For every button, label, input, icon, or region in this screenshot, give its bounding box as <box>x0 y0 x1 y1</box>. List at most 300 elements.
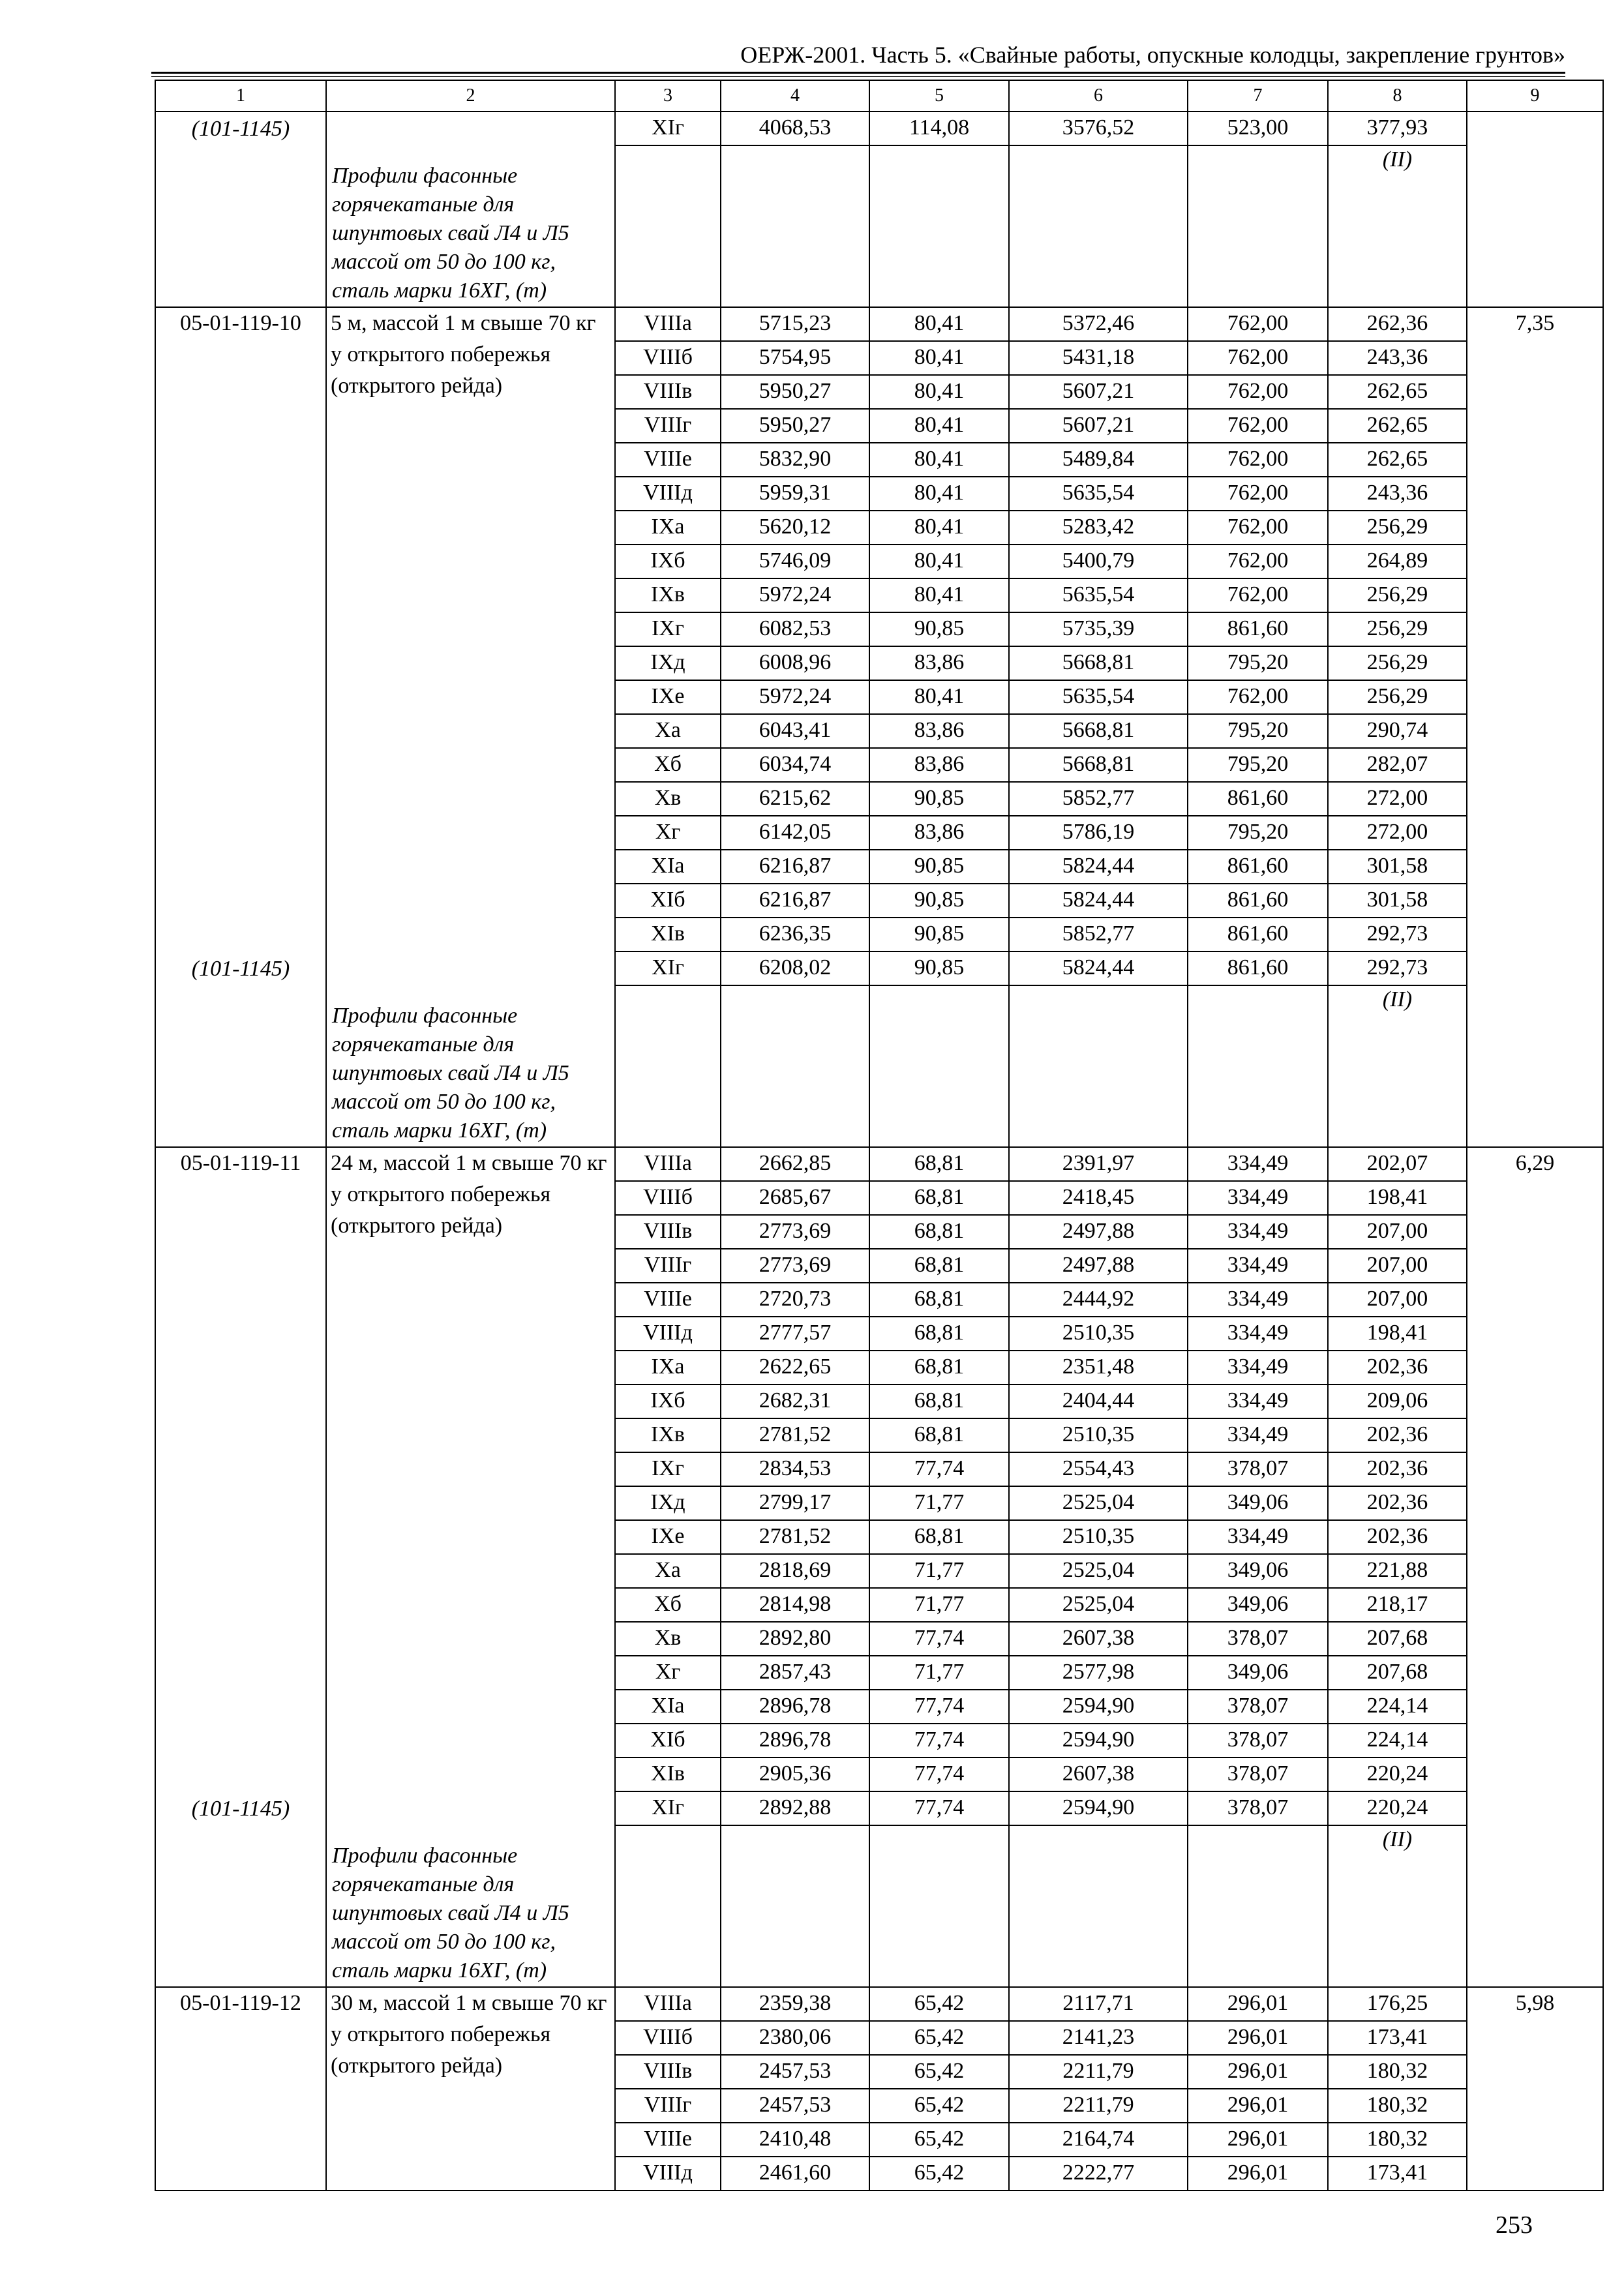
rate-value-col4: 2685,67 <box>721 1181 869 1215</box>
rate-value-col4: 2892,80 <box>721 1622 869 1656</box>
rate-value-col8: 243,36 <box>1328 477 1467 511</box>
rate-value-col4: 2892,88 <box>721 1791 869 1825</box>
rate-value-col4: 2818,69 <box>721 1554 869 1588</box>
rates-table-body <box>155 80 1603 2191</box>
note-spacer <box>721 145 869 307</box>
column-number-9: 9 <box>1467 80 1603 112</box>
rate-value-col4: 5972,24 <box>721 578 869 612</box>
rate-value-col6: 5400,79 <box>1009 545 1188 578</box>
rate-value-col7: 762,00 <box>1188 443 1328 477</box>
resource-code: (101-1145) <box>191 1797 290 1821</box>
rate-value-col5: 77,74 <box>869 1758 1009 1791</box>
rate-value-col5: 90,85 <box>869 850 1009 884</box>
rate-class: VIIIд <box>615 2157 721 2191</box>
rate-value-col5: 65,42 <box>869 2123 1009 2157</box>
rate-value-col7: 762,00 <box>1188 545 1328 578</box>
rate-value-col4: 2457,53 <box>721 2055 869 2089</box>
rate-value-col4: 2777,57 <box>721 1317 869 1351</box>
rate-value-col5: 80,41 <box>869 375 1009 409</box>
rate-value-col6: 2164,74 <box>1009 2123 1188 2157</box>
rate-value-col7: 378,07 <box>1188 1622 1328 1656</box>
rate-value-col6: 5635,54 <box>1009 578 1188 612</box>
rate-value-col5: 77,74 <box>869 1791 1009 1825</box>
note-spacer <box>1188 985 1328 1147</box>
rate-value-col6: 5635,54 <box>1009 477 1188 511</box>
rate-value-col4: 6142,05 <box>721 816 869 850</box>
rate-value-col8: 262,65 <box>1328 375 1467 409</box>
rate-value-col4: 6216,87 <box>721 850 869 884</box>
note-mark: (II) <box>1328 985 1467 1147</box>
rate-value-col6: 2391,97 <box>1009 1147 1188 1181</box>
column-number-1: 1 <box>155 80 326 112</box>
rate-value-col4: 2799,17 <box>721 1486 869 1520</box>
rate-value-col6: 2525,04 <box>1009 1554 1188 1588</box>
rate-value-col6: 2525,04 <box>1009 1486 1188 1520</box>
rate-class: VIIIа <box>615 1147 721 1181</box>
rate-value-col4: 2380,06 <box>721 2021 869 2055</box>
rate-value-col4: 2662,85 <box>721 1147 869 1181</box>
rate-value-col8: 272,00 <box>1328 816 1467 850</box>
rate-value-col4: 2457,53 <box>721 2089 869 2123</box>
rate-class: IXд <box>615 646 721 680</box>
rate-value-col5: 90,85 <box>869 612 1009 646</box>
rate-value-col5: 71,77 <box>869 1486 1009 1520</box>
rate-value-col8: 207,00 <box>1328 1215 1467 1249</box>
rate-class: IXд <box>615 1486 721 1520</box>
rate-value-col8: 202,36 <box>1328 1418 1467 1452</box>
rate-value-col6: 5668,81 <box>1009 714 1188 748</box>
rate-class: IXв <box>615 1418 721 1452</box>
rate-value-col6: 2418,45 <box>1009 1181 1188 1215</box>
rate-class: Xа <box>615 1554 721 1588</box>
note-spacer <box>615 145 721 307</box>
rate-value-col8: 377,93 <box>1328 112 1467 145</box>
rate-class: Xв <box>615 782 721 816</box>
note-spacer <box>869 1825 1009 1987</box>
rate-class: Xг <box>615 1656 721 1690</box>
rate-class: IXе <box>615 680 721 714</box>
rate-value-col6: 5283,42 <box>1009 511 1188 545</box>
note-spacer <box>721 1825 869 1987</box>
rate-value-col7: 334,49 <box>1188 1520 1328 1554</box>
rate-value-col5: 77,74 <box>869 1724 1009 1758</box>
rate-class: IXе <box>615 1520 721 1554</box>
rate-class: VIIIг <box>615 2089 721 2123</box>
rate-value-col7: 378,07 <box>1188 1690 1328 1724</box>
rate-value-col6: 2594,90 <box>1009 1791 1188 1825</box>
rate-value-col5: 68,81 <box>869 1215 1009 1249</box>
rate-value-col7: 334,49 <box>1188 1317 1328 1351</box>
rate-value-col7: 762,00 <box>1188 578 1328 612</box>
rate-value-col5: 65,42 <box>869 2089 1009 2123</box>
rate-value-col7: 378,07 <box>1188 1452 1328 1486</box>
rate-value-col5: 77,74 <box>869 1622 1009 1656</box>
rate-value-col4: 5746,09 <box>721 545 869 578</box>
rate-value-col6: 2404,44 <box>1009 1384 1188 1418</box>
rate-value-col8: 180,32 <box>1328 2123 1467 2157</box>
rate-class: IXб <box>615 545 721 578</box>
rate-value-col7: 795,20 <box>1188 816 1328 850</box>
rate-class: VIIIа <box>615 1987 721 2021</box>
position-description: 30 м, массой 1 м свыше 70 кг у открытого побережья (открытого рейда) <box>326 1987 615 2191</box>
rate-class: VIIIе <box>615 443 721 477</box>
rate-value-col7: 861,60 <box>1188 850 1328 884</box>
rate-value-col7: 296,01 <box>1188 2157 1328 2191</box>
rate-class: IXв <box>615 578 721 612</box>
rate-value-col6: 2510,35 <box>1009 1520 1188 1554</box>
rate-value-col5: 80,41 <box>869 545 1009 578</box>
rate-value-col5: 80,41 <box>869 341 1009 375</box>
rate-value-col4: 2814,98 <box>721 1588 869 1622</box>
rate-value-col8: 202,07 <box>1328 1147 1467 1181</box>
rate-value-col8: 202,36 <box>1328 1452 1467 1486</box>
rate-value-col4: 5950,27 <box>721 409 869 443</box>
rate-value-col8: 207,68 <box>1328 1622 1467 1656</box>
rate-value-col5: 83,86 <box>869 816 1009 850</box>
note-spacer <box>615 985 721 1147</box>
rate-value-col7: 334,49 <box>1188 1215 1328 1249</box>
rate-value-col7: 296,01 <box>1188 2089 1328 2123</box>
note-spacer <box>1009 985 1188 1147</box>
rate-value-col5: 68,81 <box>869 1520 1009 1554</box>
rate-value-col8: 301,58 <box>1328 850 1467 884</box>
rate-value-col8: 282,07 <box>1328 748 1467 782</box>
column-number-7: 7 <box>1188 80 1328 112</box>
position-description-text: 5 м, массой 1 м свыше 70 кг у открытого побережья (открытого рейда) <box>331 311 596 398</box>
rate-class: Xб <box>615 748 721 782</box>
rate-value-col6: 2497,88 <box>1009 1215 1188 1249</box>
rate-value-col8: 262,36 <box>1328 307 1467 341</box>
labor-value: 7,35 <box>1467 307 1603 1147</box>
rate-class: XIг <box>615 1791 721 1825</box>
rates-table <box>155 80 1604 2191</box>
resource-code: (101-1145) <box>191 117 290 141</box>
rate-value-col5: 80,41 <box>869 511 1009 545</box>
rate-value-col6: 5635,54 <box>1009 680 1188 714</box>
rate-value-col4: 2410,48 <box>721 2123 869 2157</box>
position-code: 05-01-119-12 <box>155 1987 326 2191</box>
rate-value-col4: 2896,78 <box>721 1690 869 1724</box>
rate-value-col4: 2773,69 <box>721 1249 869 1283</box>
rate-value-col4: 6043,41 <box>721 714 869 748</box>
rate-value-col8: 198,41 <box>1328 1317 1467 1351</box>
rate-value-col6: 2577,98 <box>1009 1656 1188 1690</box>
header-rule <box>151 72 1565 74</box>
rate-value-col4: 2720,73 <box>721 1283 869 1317</box>
rate-value-col5: 80,41 <box>869 578 1009 612</box>
rate-value-col8: 207,00 <box>1328 1283 1467 1317</box>
note-spacer <box>615 1825 721 1987</box>
rate-value-col7: 861,60 <box>1188 918 1328 951</box>
rate-value-col4: 6034,74 <box>721 748 869 782</box>
rate-value-col7: 861,60 <box>1188 612 1328 646</box>
rate-value-col6: 2141,23 <box>1009 2021 1188 2055</box>
rate-value-col7: 334,49 <box>1188 1147 1328 1181</box>
rate-class: XIг <box>615 112 721 145</box>
rate-value-col7: 334,49 <box>1188 1283 1328 1317</box>
note-spacer <box>1188 145 1328 307</box>
rate-value-col6: 2510,35 <box>1009 1418 1188 1452</box>
rate-value-col7: 378,07 <box>1188 1758 1328 1791</box>
rate-value-col6: 2594,90 <box>1009 1724 1188 1758</box>
rate-value-col5: 80,41 <box>869 680 1009 714</box>
rate-class: VIIIе <box>615 1283 721 1317</box>
column-number-5: 5 <box>869 80 1009 112</box>
rate-value-col7: 296,01 <box>1188 2123 1328 2157</box>
rate-value-col4: 2905,36 <box>721 1758 869 1791</box>
rate-value-col4: 2857,43 <box>721 1656 869 1690</box>
rate-value-col5: 65,42 <box>869 1987 1009 2021</box>
rate-value-col4: 2461,60 <box>721 2157 869 2191</box>
rate-value-col5: 90,85 <box>869 918 1009 951</box>
note-mark: (II) <box>1328 145 1467 307</box>
rate-value-col7: 349,06 <box>1188 1656 1328 1690</box>
rate-value-col8: 256,29 <box>1328 646 1467 680</box>
rate-value-col6: 2554,43 <box>1009 1452 1188 1486</box>
rate-value-col7: 762,00 <box>1188 477 1328 511</box>
rate-value-col8: 220,24 <box>1328 1791 1467 1825</box>
rate-value-col5: 68,81 <box>869 1283 1009 1317</box>
rate-value-col8: 292,73 <box>1328 918 1467 951</box>
resource-description: Профили фасонные горячекатаные для шпунтовых свай Л4 и Л5 массой от 50 до 100 кг, сталь марки 16ХГ, (т) <box>332 1004 569 1143</box>
rate-value-col6: 5431,18 <box>1009 341 1188 375</box>
rate-class: XIв <box>615 1758 721 1791</box>
rate-value-col6: 5824,44 <box>1009 884 1188 918</box>
rate-value-col5: 68,81 <box>869 1351 1009 1384</box>
rate-value-col7: 296,01 <box>1188 2021 1328 2055</box>
rate-class: VIIIб <box>615 2021 721 2055</box>
rate-value-col7: 349,06 <box>1188 1486 1328 1520</box>
table-row <box>155 112 1603 145</box>
rate-value-col7: 523,00 <box>1188 112 1328 145</box>
position-code-text: 05-01-119-10 <box>180 311 301 335</box>
rate-value-col6: 2607,38 <box>1009 1758 1188 1791</box>
column-number-3: 3 <box>615 80 721 112</box>
rate-value-col5: 71,77 <box>869 1554 1009 1588</box>
labor-value <box>1467 112 1603 307</box>
rate-value-col6: 2211,79 <box>1009 2055 1188 2089</box>
rate-value-col7: 861,60 <box>1188 782 1328 816</box>
rate-class: IXг <box>615 612 721 646</box>
note-spacer <box>869 985 1009 1147</box>
rate-value-col4: 2682,31 <box>721 1384 869 1418</box>
rate-value-col7: 795,20 <box>1188 748 1328 782</box>
table-row <box>155 1147 1603 1181</box>
rate-value-col4: 6208,02 <box>721 951 869 985</box>
rate-value-col7: 795,20 <box>1188 646 1328 680</box>
rate-class: VIIIв <box>615 1215 721 1249</box>
rate-value-col8: 292,73 <box>1328 951 1467 985</box>
rate-value-col5: 71,77 <box>869 1656 1009 1690</box>
rate-value-col6: 5668,81 <box>1009 748 1188 782</box>
rate-value-col8: 202,36 <box>1328 1486 1467 1520</box>
position-description-text: 24 м, массой 1 м свыше 70 кг у открытого побережья (открытого рейда) <box>331 1151 607 1238</box>
rate-value-col5: 80,41 <box>869 307 1009 341</box>
rate-value-col8: 243,36 <box>1328 341 1467 375</box>
rate-value-col4: 5754,95 <box>721 341 869 375</box>
rate-class: Xг <box>615 816 721 850</box>
rate-value-col6: 2510,35 <box>1009 1317 1188 1351</box>
rate-value-col4: 6082,53 <box>721 612 869 646</box>
rate-value-col7: 762,00 <box>1188 375 1328 409</box>
rate-class: VIIIг <box>615 1249 721 1283</box>
rate-value-col6: 5786,19 <box>1009 816 1188 850</box>
position-description <box>326 307 615 1147</box>
rate-value-col6: 5852,77 <box>1009 918 1188 951</box>
rate-class: VIIIб <box>615 1181 721 1215</box>
rate-value-col4: 6236,35 <box>721 918 869 951</box>
rate-class: VIIIе <box>615 2123 721 2157</box>
rate-value-col6: 5372,46 <box>1009 307 1188 341</box>
rate-class: XIв <box>615 918 721 951</box>
rate-value-col8: 202,36 <box>1328 1351 1467 1384</box>
rate-value-col5: 68,81 <box>869 1147 1009 1181</box>
rate-value-col5: 80,41 <box>869 443 1009 477</box>
column-number-2: 2 <box>326 80 615 112</box>
rate-value-col4: 5950,27 <box>721 375 869 409</box>
rate-value-col4: 2781,52 <box>721 1418 869 1452</box>
rate-value-col6: 5607,21 <box>1009 409 1188 443</box>
rate-value-col7: 296,01 <box>1188 1987 1328 2021</box>
position-description <box>326 1147 615 1987</box>
rate-value-col5: 80,41 <box>869 409 1009 443</box>
rate-class: Xб <box>615 1588 721 1622</box>
column-number-6: 6 <box>1009 80 1188 112</box>
rate-value-col4: 4068,53 <box>721 112 869 145</box>
rate-value-col4: 6215,62 <box>721 782 869 816</box>
rate-class: XIа <box>615 850 721 884</box>
rate-value-col8: 224,14 <box>1328 1724 1467 1758</box>
rate-value-col6: 2117,71 <box>1009 1987 1188 2021</box>
rate-value-col6: 5489,84 <box>1009 443 1188 477</box>
rate-value-col5: 68,81 <box>869 1384 1009 1418</box>
rate-class: VIIIа <box>615 307 721 341</box>
column-number-row <box>155 80 1603 112</box>
rate-value-col7: 349,06 <box>1188 1554 1328 1588</box>
resource-code: (101-1145) <box>191 957 290 981</box>
rate-value-col5: 77,74 <box>869 1452 1009 1486</box>
rate-class: VIIIв <box>615 2055 721 2089</box>
rate-value-col5: 77,74 <box>869 1690 1009 1724</box>
rate-value-col8: 176,25 <box>1328 1987 1467 2021</box>
rate-class: XIб <box>615 1724 721 1758</box>
rate-value-col6: 5607,21 <box>1009 375 1188 409</box>
rate-value-col8: 173,41 <box>1328 2021 1467 2055</box>
rate-value-col6: 2497,88 <box>1009 1249 1188 1283</box>
rate-value-col8: 220,24 <box>1328 1758 1467 1791</box>
position-description <box>326 112 615 307</box>
rate-value-col8: 256,29 <box>1328 612 1467 646</box>
rate-value-col4: 2781,52 <box>721 1520 869 1554</box>
rate-value-col4: 5972,24 <box>721 680 869 714</box>
rate-value-col7: 762,00 <box>1188 409 1328 443</box>
rate-class: VIIIд <box>615 477 721 511</box>
resource-description: Профили фасонные горячекатаные для шпунтовых свай Л4 и Л5 массой от 50 до 100 кг, сталь марки 16ХГ, (т) <box>332 1844 569 1982</box>
rate-value-col6: 2594,90 <box>1009 1690 1188 1724</box>
rate-value-col5: 114,08 <box>869 112 1009 145</box>
rate-value-col7: 795,20 <box>1188 714 1328 748</box>
rate-value-col8: 180,32 <box>1328 2089 1467 2123</box>
rate-value-col7: 861,60 <box>1188 884 1328 918</box>
rate-value-col7: 334,49 <box>1188 1351 1328 1384</box>
rate-value-col6: 2351,48 <box>1009 1351 1188 1384</box>
rate-value-col6: 2211,79 <box>1009 2089 1188 2123</box>
rate-value-col8: 180,32 <box>1328 2055 1467 2089</box>
table-row <box>155 1987 1603 2021</box>
rate-value-col4: 2834,53 <box>721 1452 869 1486</box>
rate-value-col5: 65,42 <box>869 2055 1009 2089</box>
rate-class: VIIIг <box>615 409 721 443</box>
column-number-8: 8 <box>1328 80 1467 112</box>
rate-value-col4: 2773,69 <box>721 1215 869 1249</box>
rate-value-col7: 762,00 <box>1188 680 1328 714</box>
rate-value-col4: 5959,31 <box>721 477 869 511</box>
rate-value-col6: 5735,39 <box>1009 612 1188 646</box>
rate-value-col5: 80,41 <box>869 477 1009 511</box>
rate-value-col8: 256,29 <box>1328 511 1467 545</box>
rate-value-col4: 2359,38 <box>721 1987 869 2021</box>
rate-value-col5: 65,42 <box>869 2021 1009 2055</box>
rate-value-col7: 762,00 <box>1188 307 1328 341</box>
rate-value-col5: 83,86 <box>869 646 1009 680</box>
rate-value-col7: 861,60 <box>1188 951 1328 985</box>
rate-value-col6: 5824,44 <box>1009 850 1188 884</box>
rate-value-col8: 224,14 <box>1328 1690 1467 1724</box>
rate-value-col5: 83,86 <box>869 714 1009 748</box>
rate-value-col8: 173,41 <box>1328 2157 1467 2191</box>
rate-value-col5: 83,86 <box>869 748 1009 782</box>
rate-value-col8: 202,36 <box>1328 1520 1467 1554</box>
header-rule-thin <box>151 76 1565 77</box>
position-code <box>155 112 326 307</box>
rate-value-col5: 90,85 <box>869 782 1009 816</box>
rate-class: XIб <box>615 884 721 918</box>
rate-value-col8: 209,06 <box>1328 1384 1467 1418</box>
position-code <box>155 307 326 1147</box>
rate-class: IXа <box>615 511 721 545</box>
rate-value-col7: 762,00 <box>1188 511 1328 545</box>
rate-class: XIа <box>615 1690 721 1724</box>
rate-class: IXа <box>615 1351 721 1384</box>
rate-value-col8: 218,17 <box>1328 1588 1467 1622</box>
rate-value-col7: 334,49 <box>1188 1418 1328 1452</box>
rate-value-col7: 334,49 <box>1188 1249 1328 1283</box>
rate-class: VIIIв <box>615 375 721 409</box>
rate-value-col4: 2896,78 <box>721 1724 869 1758</box>
labor-value: 5,98 <box>1467 1987 1603 2191</box>
rate-value-col7: 762,00 <box>1188 341 1328 375</box>
page-header-title: ОЕРЖ-2001. Часть 5. «Свайные работы, опускные колодцы, закрепление грунтов» <box>740 42 1565 68</box>
note-spacer <box>1009 145 1188 307</box>
rate-class: VIIIб <box>615 341 721 375</box>
rate-value-col6: 2525,04 <box>1009 1588 1188 1622</box>
note-mark: (II) <box>1328 1825 1467 1987</box>
rate-value-col5: 68,81 <box>869 1317 1009 1351</box>
labor-value: 6,29 <box>1467 1147 1603 1987</box>
rate-value-col5: 68,81 <box>869 1418 1009 1452</box>
rate-value-col6: 5668,81 <box>1009 646 1188 680</box>
table-row <box>155 307 1603 341</box>
rate-value-col8: 198,41 <box>1328 1181 1467 1215</box>
rate-class: Xв <box>615 1622 721 1656</box>
rate-value-col8: 272,00 <box>1328 782 1467 816</box>
note-spacer <box>721 985 869 1147</box>
rate-value-col5: 90,85 <box>869 884 1009 918</box>
rate-value-col8: 207,00 <box>1328 1249 1467 1283</box>
rate-value-col8: 262,65 <box>1328 443 1467 477</box>
rate-value-col8: 256,29 <box>1328 680 1467 714</box>
rate-value-col7: 334,49 <box>1188 1181 1328 1215</box>
